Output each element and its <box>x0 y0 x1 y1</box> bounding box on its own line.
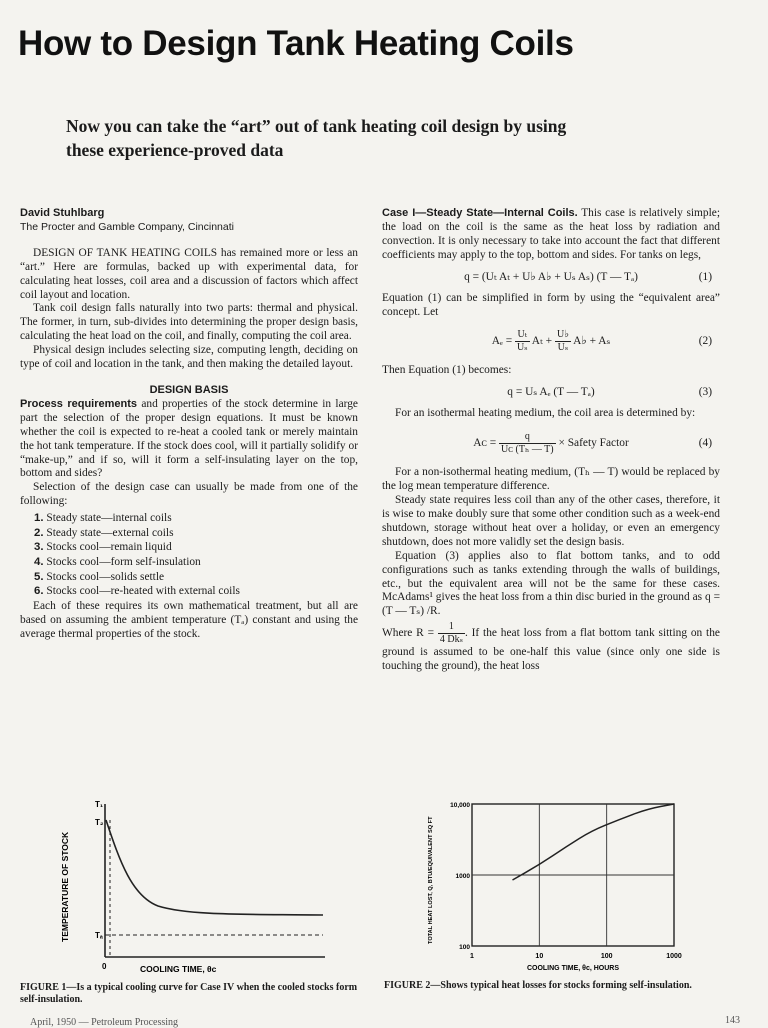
list-item-text: Steady state—internal coils <box>46 512 172 525</box>
author-affiliation: The Procter and Gamble Company, Cincinnati <box>20 220 234 233</box>
list-item-text: Stocks cool—solids settle <box>46 570 165 583</box>
paragraph-process-requirements <box>20 398 358 481</box>
list-item-number: 2. <box>34 526 44 539</box>
equation-1-number: (1) <box>698 270 712 283</box>
fig2-heat-loss-curve <box>513 804 675 880</box>
equation-4-rest: × Safety Factor <box>558 437 629 450</box>
design-case-list <box>20 511 358 599</box>
fig2-x-tick-label: 10 <box>535 953 544 960</box>
fig2-plot-area <box>428 802 682 972</box>
where-r-prefix: Where R = <box>382 627 435 640</box>
fig2-x-label: COOLING TIME, θc, HOURS <box>526 965 620 972</box>
list-item-text: Steady state—external coils <box>46 526 174 539</box>
list-item-number: 4. <box>34 555 44 568</box>
figure-2-caption: FIGURE 2—Shows typical heat losses for stocks forming self-insulation. <box>384 980 692 991</box>
equation-2-lhs: Aₑ = <box>491 335 513 348</box>
paragraph-thermal-physical: Tank coil design falls naturally into two parts: thermal and physical. The former, in turn, sub-divides into determining the proper design basis, calculating the heat load on the coil, and finally, computing the coil area. <box>20 302 358 343</box>
fig2-y-label: TOTAL HEAT LOST, Q, BTU/EQUIVALENT SQ FT <box>428 816 434 944</box>
runin-case-one: Case I—Steady State—Internal Coils. <box>382 207 578 219</box>
fig2-x-tick-label: 1000 <box>666 953 682 960</box>
list-item <box>34 584 358 599</box>
paragraph-isothermal: For an isothermal heating medium, the coil area is determined by: <box>395 407 696 420</box>
where-r-text: . If the heat loss from a flat bottom tank sitting on the ground is assumed to be one-half this value (since only one side is touching the ground), the heat loss <box>382 627 720 673</box>
list-item-number: 6. <box>34 585 44 598</box>
list-item <box>34 570 358 585</box>
list-item <box>34 511 358 526</box>
list-item-number: 1. <box>34 512 44 525</box>
list-item <box>34 526 358 541</box>
equation-1-body: q = (Uₜ Aₜ + U♭ A♭ + Uₛ Aₛ) (T — Tₐ) <box>464 270 638 283</box>
equation-4-number: (4) <box>698 437 712 450</box>
where-r-fraction: $\frac{1}{\text{4 Dkₛ}}$ <box>439 621 463 646</box>
page-number: 143 <box>725 1015 740 1026</box>
list-item-text: Stocks cool—form self-insulation <box>46 555 201 568</box>
right-column <box>382 207 720 674</box>
fig1-tick-t2: T₂ <box>95 818 104 827</box>
list-item-number: 3. <box>34 541 44 554</box>
fig2-x-tick-label: 1 <box>470 953 474 960</box>
case-one-text: This case is relatively simple; the load on the coil is the same as the heat loss by radiation and convection. It is only necessary to take into account the fact that different coefficients may apply to the top, bottom and sides. For tanks on legs, <box>382 207 720 261</box>
fig1-tick-ta: Tₐ <box>95 931 103 940</box>
equation-3-body: q = Uₛ Aₑ (T — Tₐ) <box>507 386 595 399</box>
figure-1-caption: FIGURE 1—Is a typical cooling curve for Case IV when the cooled stocks form self-insulation. <box>20 982 358 1005</box>
fig1-tick-zero: 0 <box>102 962 107 971</box>
equation-2-fraction-1: $\frac{\text{Uₜ}}{\text{Uₛ}}$ <box>516 329 528 354</box>
paragraph-case-one <box>382 207 720 263</box>
fig1-x-label: COOLING TIME, θc <box>140 964 217 974</box>
left-column <box>20 207 358 641</box>
paragraph-intro: DESIGN OF TANK HEATING COILS has remained more or less an “art.” Here are formulas, backed up with experimental data, for calculating heat losses, coil area and a discussion of factors which affect coil layout and location. <box>20 246 358 301</box>
list-item-number: 5. <box>34 570 44 583</box>
paragraph-non-isothermal: For a non-isothermal heating medium, (Tₕ — T) would be replaced by the log mean temperature difference. <box>382 466 720 493</box>
equation-3 <box>382 383 720 401</box>
fig1-y-label: TEMPERATURE OF STOCK <box>60 831 70 942</box>
list-item-text: Stocks cool—remain liquid <box>46 541 172 554</box>
fig2-y-tick-label: 100 <box>459 944 470 951</box>
list-item-text: Stocks cool—re-heated with external coils <box>46 585 240 598</box>
paragraph-mathematical-treatment: Each of these requires its own mathematical treatment, but all are based on assuming the ambient temperature (Tₐ) constant and using the average thermal properties of the stock. <box>20 599 358 640</box>
paragraph-steady-state: Steady state requires less coil than any of the other cases, therefore, it is wise to make doubly sure that some other condition such as a week-end shutdown, storage without heat over a holiday, or even an emergency shutdown, does not more validly set the design basis. <box>382 494 720 548</box>
section-heading-design-basis: DESIGN BASIS <box>149 383 229 396</box>
fig2-y-tick-label: 10,000 <box>450 802 470 809</box>
paragraph-equivalent-area: Equation (1) can be simplified in form by using the “equivalent area” concept. Let <box>382 291 720 318</box>
paragraph-physical-design: Physical design includes selecting size, computing length, deciding on type of coil and location in the tank, and then making the detailed layout. <box>20 344 358 371</box>
article-subtitle: Now you can take the “art” out of tank heating coil design by using these experience-proved data <box>66 116 567 160</box>
paragraph-where-r <box>382 621 720 674</box>
equation-2-number: (2) <box>698 335 712 348</box>
process-requirements-text: and properties of the stock determine in large part the selection of the proper design equations. It must be known whether the coil is expected to re-heat a cooled tank or merely maintain the hot tank temperature. If the stock does cool, will it partially solidify or “make-up,” and if so, will it form a self-insulating layer on the top, bottom and sides? <box>20 397 358 480</box>
figure-1-cooling-curve <box>40 792 340 978</box>
equation-3-number: (3) <box>698 386 712 399</box>
figure-2-heat-loss-chart <box>412 792 712 978</box>
equation-4-lhs: Aᴄ = <box>473 437 497 450</box>
equation-2 <box>382 324 720 358</box>
equation-1 <box>382 268 720 286</box>
fig2-x-tick-label: 100 <box>600 953 613 960</box>
fig1-cooling-curve-line <box>106 820 323 915</box>
paragraph-flat-bottom: Equation (3) applies also to flat bottom tanks, and to odd configurations such as tanks extending through the walls of buildings, etc., but the equivalent area will not be the same for these cases. McAdams¹ gives the heat loss from a thin disc buried in the ground as q = (T — Tₛ) /R. <box>382 549 720 618</box>
fig2-y-tick-label: 1000 <box>455 873 470 880</box>
article-title: How to Design Tank Heating Coils <box>18 24 574 63</box>
list-item <box>34 555 358 570</box>
fig1-tick-t1: T₁ <box>95 800 104 809</box>
paragraph-then-equation: Then Equation (1) becomes: <box>382 364 512 377</box>
list-item <box>34 540 358 555</box>
equation-4 <box>382 426 720 460</box>
page-footer: April, 1950 — Petroleum Processing <box>30 1017 179 1028</box>
equation-2-rest: A♭ + Aₛ <box>573 335 611 348</box>
author-name: David Stuhlbarg <box>20 207 105 219</box>
equation-2-fraction-2: $\frac{U♭}{\text{Uₛ}}$ <box>556 329 569 354</box>
paragraph-selection: Selection of the design case can usually be made from one of the following: <box>20 481 358 508</box>
equation-2-mid: Aₜ + <box>531 335 553 348</box>
equation-4-fraction: $\frac{q}{\text{Uᴄ (Tₕ — T)}}$ <box>501 431 554 456</box>
runin-process-requirements: Process requirements <box>20 397 138 410</box>
